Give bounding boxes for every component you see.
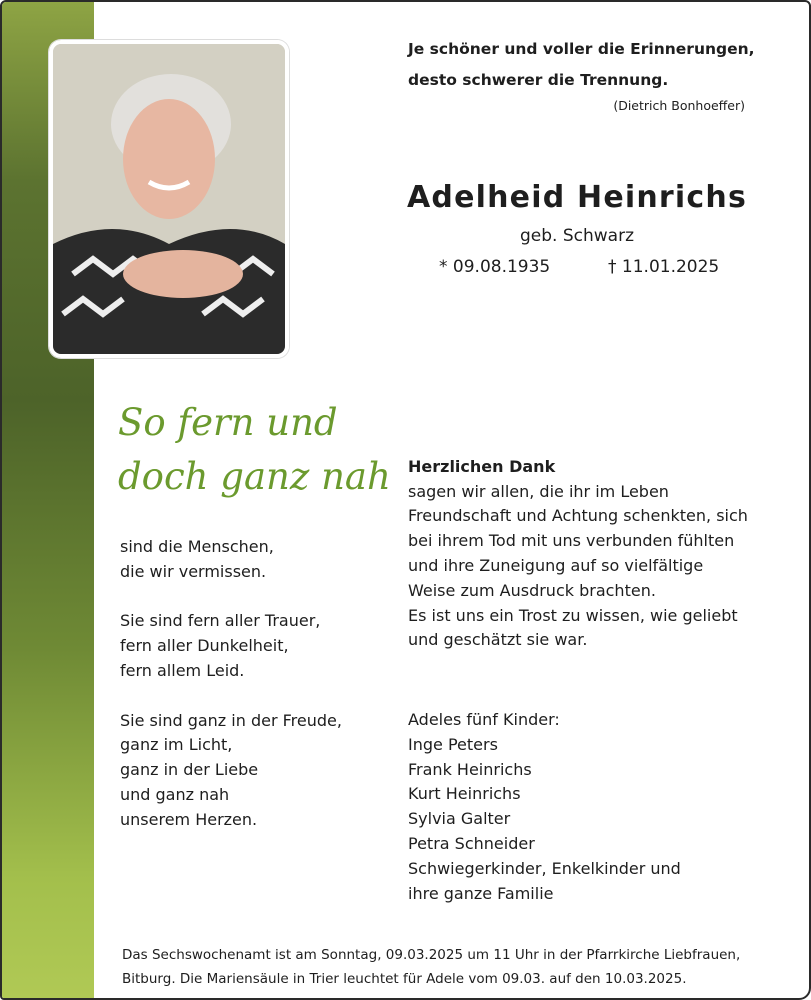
script-line-1: So fern und xyxy=(118,401,338,444)
service-notice-line-1: Das Sechswochenamt ist am Sonntag, 09.03.2025 um 11 Uhr in der Pfarrkirche Liebfrauen, xyxy=(122,947,741,963)
service-notice xyxy=(122,943,740,991)
maiden-name: geb. Schwarz xyxy=(520,226,634,246)
quote-line-1: Je schöner und voller die Erinnerungen, xyxy=(408,40,755,58)
death-date: † 11.01.2025 xyxy=(608,257,720,277)
quote xyxy=(408,34,755,96)
quote-author: (Dietrich Bonhoeffer) xyxy=(613,98,745,113)
family-list: Adeles fünf Kinder: Inge Peters Frank Heinrichs Kurt Heinrichs Sylvia Galter Petra Schneider Schwiegerkinder, Enkelkinder und ihre ganze Familie xyxy=(408,710,681,903)
thanks-heading: Herzlichen Dank xyxy=(408,456,556,476)
birth-date: * 09.08.1935 xyxy=(439,257,551,277)
portrait-image xyxy=(53,44,285,354)
script-heading xyxy=(118,396,391,504)
thanks-section xyxy=(408,430,748,678)
script-line-2: doch ganz nah xyxy=(118,455,391,498)
portrait-photo xyxy=(49,40,289,358)
thanks-text: sagen wir allen, die ihr im Leben Freundschaft und Achtung schenkten, sich bei ihrem Tod mit uns verbunden fühlten und ihre Zuneigung auf so vielfältige Weise zum Ausdruck brachten. Es ist uns ein Trost zu wissen, wie geliebt und geschätzt sie war. xyxy=(408,481,748,650)
service-notice-line-2: Bitburg. Die Mariensäule in Trier leuchtet für Adele vom 09.03. auf den 10.03.2025. xyxy=(122,971,687,987)
deceased-name: Adelheid Heinrichs xyxy=(407,180,747,215)
quote-line-2: desto schwerer die Trennung. xyxy=(408,71,669,89)
poem-text: sind die Menschen, die wir vermissen. Sie sind fern aller Trauer, fern aller Dunkelheit, fern allem Leid. Sie sind ganz in der Freude, ganz im Licht, ganz in der Liebe und ganz nah unserem Herzen. xyxy=(120,537,342,829)
